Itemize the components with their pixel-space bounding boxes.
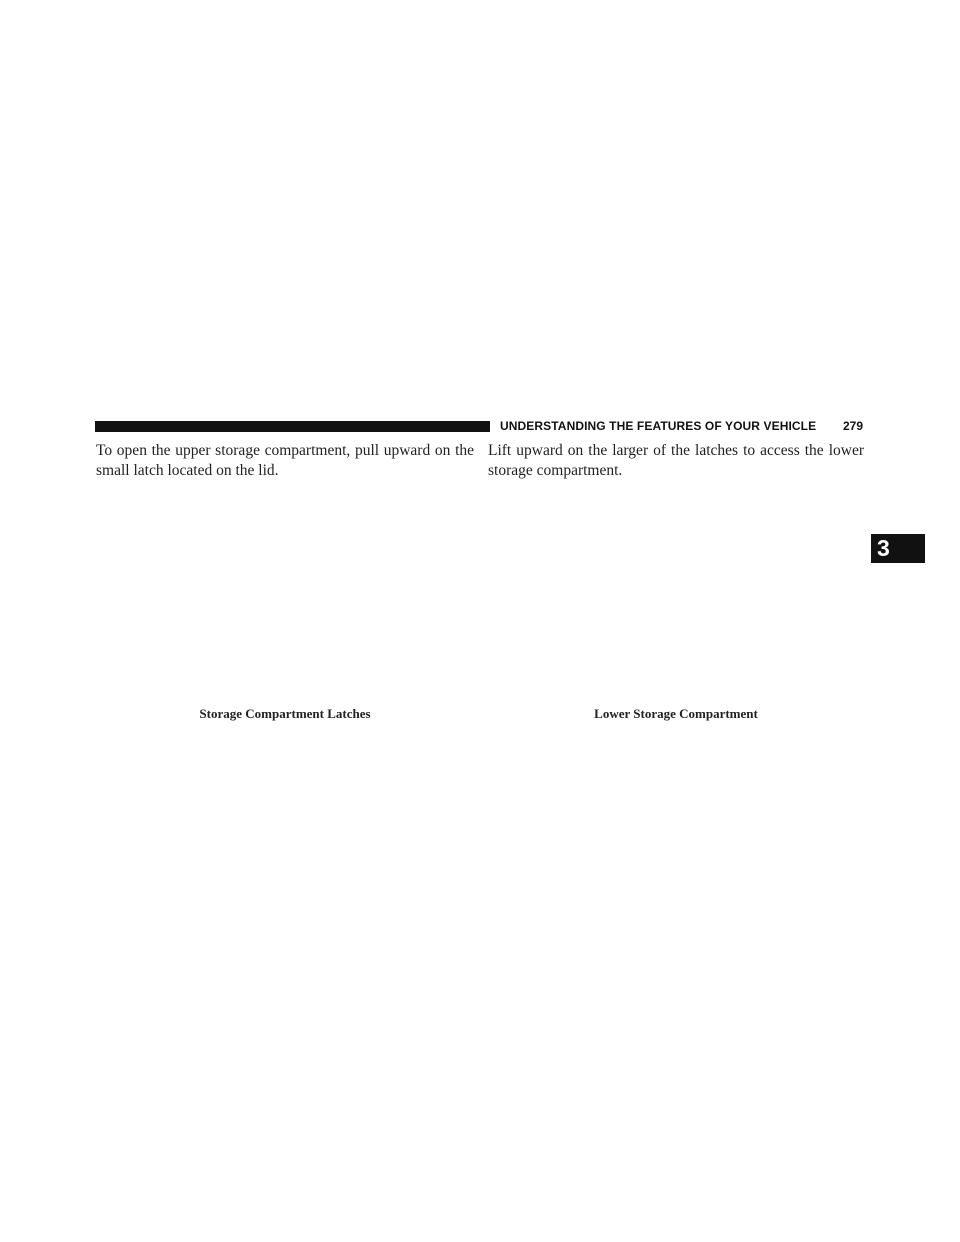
lower-storage-figure [488,486,864,696]
section-title: UNDERSTANDING THE FEATURES OF YOUR VEHICLE [500,419,817,433]
storage-latches-figure [96,486,474,696]
page-number: 279 [843,419,864,433]
right-paragraph: Lift upward on the larger of the latches to access the lower storage compartment. [488,442,864,479]
left-figure-caption: Storage Compartment Latches [199,706,371,721]
chapter-tab [871,534,925,563]
header-rule [95,421,490,432]
chapter-number: 3 [877,535,890,561]
left-paragraph: To open the upper storage compartment, pull upward on the small latch located on the lid. [96,442,474,479]
right-figure-caption: Lower Storage Compartment [594,706,758,721]
